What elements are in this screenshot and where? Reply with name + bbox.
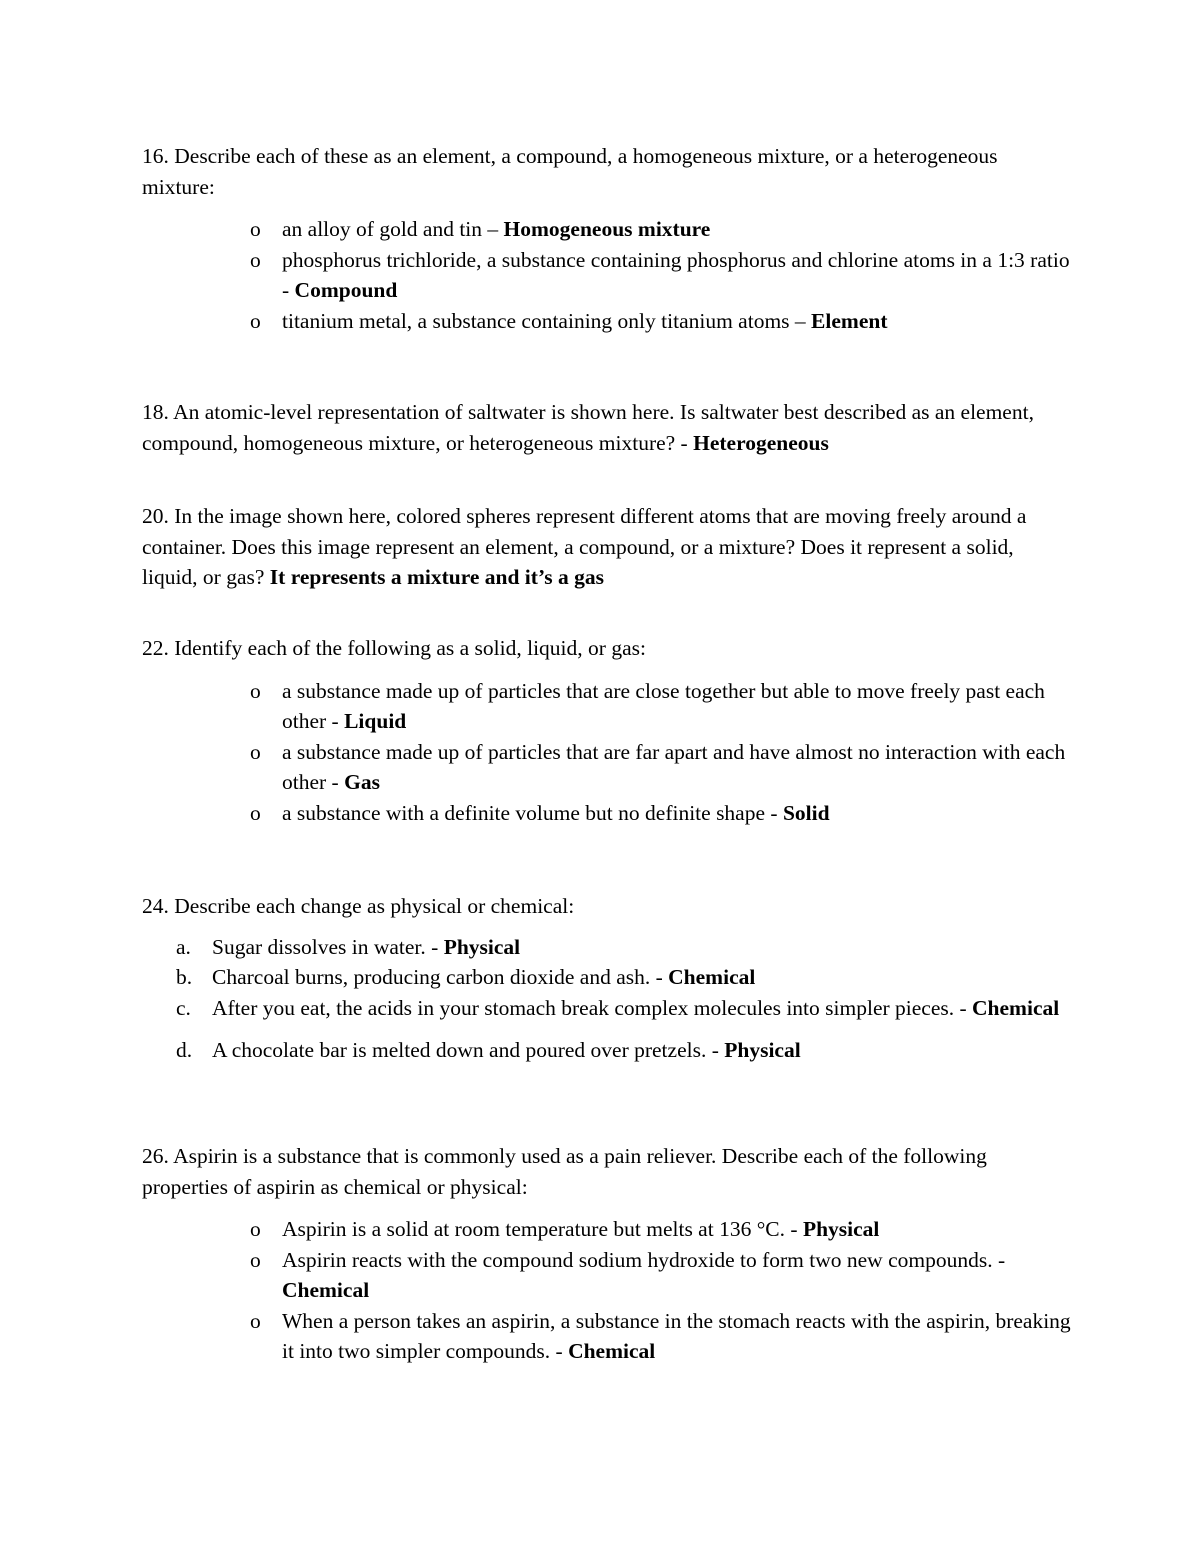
item-text: Aspirin is a solid at room temperature but melts at 136 °C. - [282,1217,803,1241]
bullet-marker: o [250,739,261,764]
question-body: 18. An atomic-level representation of saltwater is shown here. Is saltwater best described as an element, compound, homogeneous mixture, or heterogeneous mixture? - [142,400,1034,455]
question-18 [142,397,1072,458]
bullet-marker: o [250,217,261,241]
item-answer: Physical [802,1217,880,1241]
question-answer: Heterogeneous [693,430,829,455]
question-text [142,397,1052,458]
list-item [142,737,1072,798]
item-answer: Homogeneous mixture [503,217,711,241]
item-answer: Chemical [668,965,756,989]
question-text [142,501,1052,593]
question-answer: It represents a mixture and it’s a gas [269,565,605,589]
list-item [142,993,1072,1024]
list-item [142,676,1072,737]
item-answer: Physical [724,1038,801,1062]
question-text: 24. Describe each change as physical or chemical: [142,894,575,918]
bullet-marker: o [250,308,261,333]
item-answer: Chemical [568,1339,656,1363]
answer-list [142,932,1072,1066]
item-text: After you eat, the acids in your stomach break complex molecules into simpler pieces. - [212,995,973,1020]
letter-marker: a. [176,934,191,959]
list-item [142,1306,1072,1367]
list-item [142,306,1072,337]
bullet-marker: o [250,247,261,272]
letter-marker: b. [176,965,193,989]
list-item [142,1214,1072,1245]
item-text: phosphorus trichloride, a substance containing phosphorus and chlorine atoms in a 1:3 ratio - [282,247,1070,302]
item-answer: Compound [294,278,398,302]
question-text: 22. Identify each of the following as a solid, liquid, or gas: [142,636,646,660]
list-item [142,798,1072,829]
letter-marker: d. [176,1038,193,1062]
question-text: 26. Aspirin is a substance that is commonly used as a pain reliever. Describe each of the following properties of aspirin as chemical or physical: [142,1144,987,1199]
letter-marker: c. [176,995,191,1020]
item-text: Sugar dissolves in water. - [212,934,444,959]
answer-list [142,676,1072,829]
item-answer: Liquid [344,709,407,733]
answer-list [142,214,1072,336]
question-24 [142,891,1072,1066]
answer-list [142,1214,1072,1367]
item-text: Charcoal burns, producing carbon dioxide and ash. - [212,965,669,989]
bullet-marker: o [250,1247,261,1272]
item-text: a substance made up of particles that are close together but able to move freely past each other - [282,678,1045,733]
list-item [142,1035,1072,1066]
bullet-marker: o [250,678,261,703]
item-text: A chocolate bar is melted down and poured over pretzels. - [212,1038,725,1062]
item-text: a substance with a definite volume but no definite shape - [282,800,783,825]
item-text: Aspirin reacts with the compound sodium hydroxide to form two new compounds. - [282,1247,1006,1272]
question-body: 20. In the image shown here, colored spheres represent different atoms that are moving freely around a container. Does this image represent an element, a compound, or a mixture? Does it represent a solid, liquid, or gas? [142,504,1027,589]
bullet-marker: o [250,1308,261,1333]
item-answer: Chemical [282,1278,370,1302]
question-text: 16. Describe each of these as an element, a compound, a homogeneous mixture, or a heterogeneous mixture: [142,144,998,199]
list-item [142,1245,1072,1306]
item-text: an alloy of gold and tin – [282,217,504,241]
list-item [142,932,1072,963]
item-answer: Solid [782,800,830,825]
list-item [142,962,1072,993]
bullet-marker: o [250,1217,261,1241]
question-16 [142,141,1072,336]
list-item [142,214,1072,245]
item-text: When a person takes an aspirin, a substance in the stomach reacts with the aspirin, breaking it into two simpler compounds. - [282,1308,1071,1363]
question-22 [142,633,1072,828]
question-26 [142,1141,1072,1367]
item-text: a substance made up of particles that are far apart and have almost no interaction with each other - [282,739,1066,794]
item-text: titanium metal, a substance containing only titanium atoms – [282,308,812,333]
item-answer: Physical [443,934,521,959]
item-answer: Chemical [972,995,1060,1020]
question-20 [142,501,1072,593]
list-item [142,245,1072,306]
item-answer: Gas [344,770,380,794]
item-answer: Element [811,308,888,333]
bullet-marker: o [250,800,261,825]
